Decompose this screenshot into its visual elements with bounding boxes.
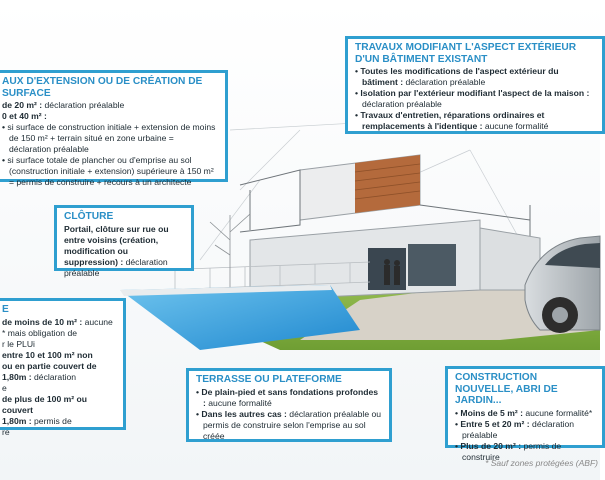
list-item: • Plus de 20 m² : permis de construire <box>455 441 595 463</box>
card-cloture <box>54 205 194 278</box>
card-terrasse <box>186 368 392 442</box>
card-terrasse-title: TERRASSE OU PLATEFORME <box>196 374 342 385</box>
bay-window <box>408 244 456 286</box>
list-item: 0 et 40 m² : <box>2 111 47 121</box>
list-item: r le PLUi <box>2 338 35 349</box>
list-item: • Isolation par l'extérieur modifiant l'aspect de la maison : déclaration préalable <box>355 88 595 110</box>
list-item: • Travaux d'entretien, réparations ordinaires et remplacements à l'identique : aucune formalité <box>355 110 595 132</box>
list-item: 1,80m : permis de <box>2 415 72 426</box>
list-item: de moins de 10 m² : aucune <box>2 316 113 327</box>
list-item: * mais obligation de <box>2 327 78 338</box>
card-cloture-title: CLÔTURE <box>64 211 114 222</box>
card-abri-title: CONSTRUCTION NOUVELLE, ABRI DE JARDIN... <box>455 372 558 406</box>
list-item: • Toutes les modifications de l'aspect extérieur du bâtiment : déclaration préalable <box>355 66 595 88</box>
list-item: • si surface totale de plancher ou d'emprise au sol (construction initiale + extension) supérieure à 150 m² = permis de construire + recours à un architecte <box>2 155 218 188</box>
list-item: • De plain-pied et sans fondations profondes : aucune formalité <box>196 387 382 409</box>
list-item: entre 10 et 100 m² non <box>2 349 93 360</box>
card-cloture-text: Portail, clôture sur rue ou entre voisins (création, modification ou suppression) : déclaration préalable <box>64 223 169 278</box>
list-item: de 20 m² : déclaration préalable <box>2 100 125 110</box>
list-item: 1,80m : déclaration <box>2 371 77 382</box>
list-item: e <box>2 382 7 393</box>
list-item: ou en partie couvert de <box>2 360 97 371</box>
card-piscine <box>0 298 126 437</box>
card-aspect-title: TRAVAUX MODIFIANT L'ASPECT EXTÉRIEUR D'UN BÂTIMENT EXISTANT <box>355 42 577 65</box>
footnote: * Sauf zones protégées (ABF) <box>485 458 598 468</box>
card-aspect <box>345 36 605 134</box>
card-abri <box>445 366 605 462</box>
list-item: • Moins de 5 m² : aucune formalité* <box>455 408 595 419</box>
card-extension-list <box>2 100 218 188</box>
list-item: de plus de 100 m² ou couvert <box>2 393 88 415</box>
card-extension-title: AUX D'EXTENSION OU DE CRÉATION DE SURFACE <box>2 76 203 99</box>
wood-cladding <box>355 155 420 213</box>
list-item: • Dans les autres cas : déclaration préalable ou permis de construire selon l'emprise au sol créée <box>196 409 382 442</box>
list-item: • Entre 5 et 20 m² : déclaration préalable <box>455 419 595 441</box>
list-item: • si surface de construction initiale + extension de moins de 150 m² + terrain situé en zone urbaine = déclaration préalable <box>2 122 218 155</box>
list-item: re <box>2 426 10 437</box>
card-extension <box>0 70 228 187</box>
card-piscine-title: E <box>2 304 9 315</box>
